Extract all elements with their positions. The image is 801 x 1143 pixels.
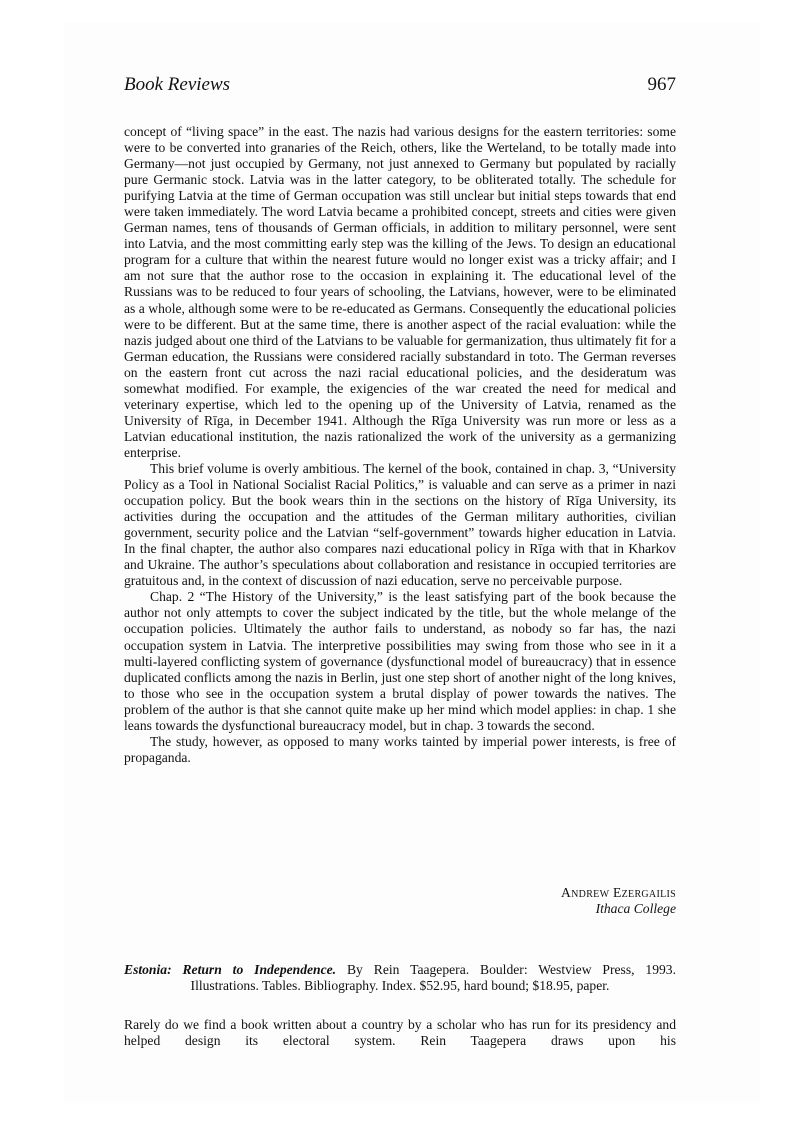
paragraph: Rarely do we find a book written about a country by a scholar who has run for its presidency and helped design its electoral system. Rein Taagepera draws upon his: [124, 1017, 676, 1049]
paragraph: This brief volume is overly ambitious. The kernel of the book, contained in chap. 3, “University Policy as a Tool in National Socialist Racial Politics,” is valuable and can serve as a primer in nazi occupation policy. But the book wears thin in the sections on the history of Rīga University, its activities during the occupation and the attitudes of the German military authorities, civilian government, security police and the Latvian “self-government” towards higher education in Latvia. In the final chapter, the author also compares nazi educational policy in Rīga with that in Kharkov and Ukraine. The author’s speculations about collaboration and resistance in occupied territories are gratuitous and, in the context of discussion of nazi education, serve no perceivable purpose.: [124, 460, 676, 589]
reviewer-institution: Ithaca College: [595, 901, 676, 916]
paragraph: The study, however, as opposed to many works tainted by imperial power interests, is free of propaganda.: [124, 733, 676, 765]
citation-line-1: [124, 962, 676, 978]
running-head: [124, 74, 676, 102]
next-review-body: [124, 1017, 676, 1049]
paragraph: concept of “living space” in the east. The nazis had various designs for the eastern territories: some were to be converted into granaries of the Reich, others, like the Werteland, to be totally made into Germany—not just occupied by Germany, not just annexed to Germany but populated by racially pure Germanic stock. Latvia was in the latter category, to be obliterated totally. The schedule for purifying Latvia at the time of German occupation was still unclear but initial steps towards that end were taken immediately. The word Latvia became a prohibited concept, streets and cities were given German names, tens of thousands of German officials, in addition to military personnel, were sent into Latvia, and the most committing early step was the killing of the Jews. To design an educational program for a culture that within the nearest future would no longer exist was a tricky affair; and I am not sure that the author rose to the occasion in explaining it. The educational level of the Russians was to be reduced to four years of schooling, the Latvians, however, were to be eliminated as a whole, although some were to be re-educated as Germans. Consequently the educational policies were to be different. But at the same time, there is another aspect of the racial evaluation: while the nazis judged about one third of the Latvians to be valuable for germanization, thus ultimately fit for a German education, the Russians were considered racially substandard in toto. The German reverses on the eastern front cut across the nazi racial educational policies, and the desideratum was somewhat modified. For example, the exigencies of the war created the need for medical and veterinary expertise, which led to the opening up of the University of Latvia, renamed as the University of Rīga, in December 1941. Although the Rīga University was run more or less as a Latvian educational institution, the nazis rationalized the work of the university as a germanizing enterprise.: [124, 124, 676, 460]
reviewer-signature: [561, 885, 676, 917]
citation-line-2: Illustrations. Tables. Bibliography. Index. $52.95, hard bound; $18.95, paper.: [190, 978, 610, 993]
book-title: Estonia: Return to Independence.: [124, 962, 337, 977]
citation-details: By Rein Taagepera. Boulder: Westview Press, 1993.: [336, 962, 677, 977]
page-number: 967: [647, 74, 676, 95]
book-citation: [124, 962, 676, 994]
reviewer-name: Andrew Ezergailis: [561, 885, 676, 900]
review-body-text: [124, 124, 676, 766]
paragraph: Chap. 2 “The History of the University,” is the least satisfying part of the book because the author not only attempts to cover the subject indicated by the title, but the whole melange of the occupation policies. Ultimately the author fails to understand, as nobody so far has, the nazi occupation system in Latvia. The interpretive possibilities may swing from those who see in it a multi-layered conflicting system of governance (dysfunctional model of bureaucracy) that in essence duplicated conflicts among the nazis in Berlin, just one step short of another night of the long knives, to those who see in the occupation system a brutal display of power towards the natives. The problem of the author is that she cannot quite make up her mind which model applies: in chap. 1 she leans towards the dysfunctional bureaucracy model, but in chap. 3 towards the second.: [124, 589, 676, 733]
section-title: Book Reviews: [124, 74, 231, 95]
